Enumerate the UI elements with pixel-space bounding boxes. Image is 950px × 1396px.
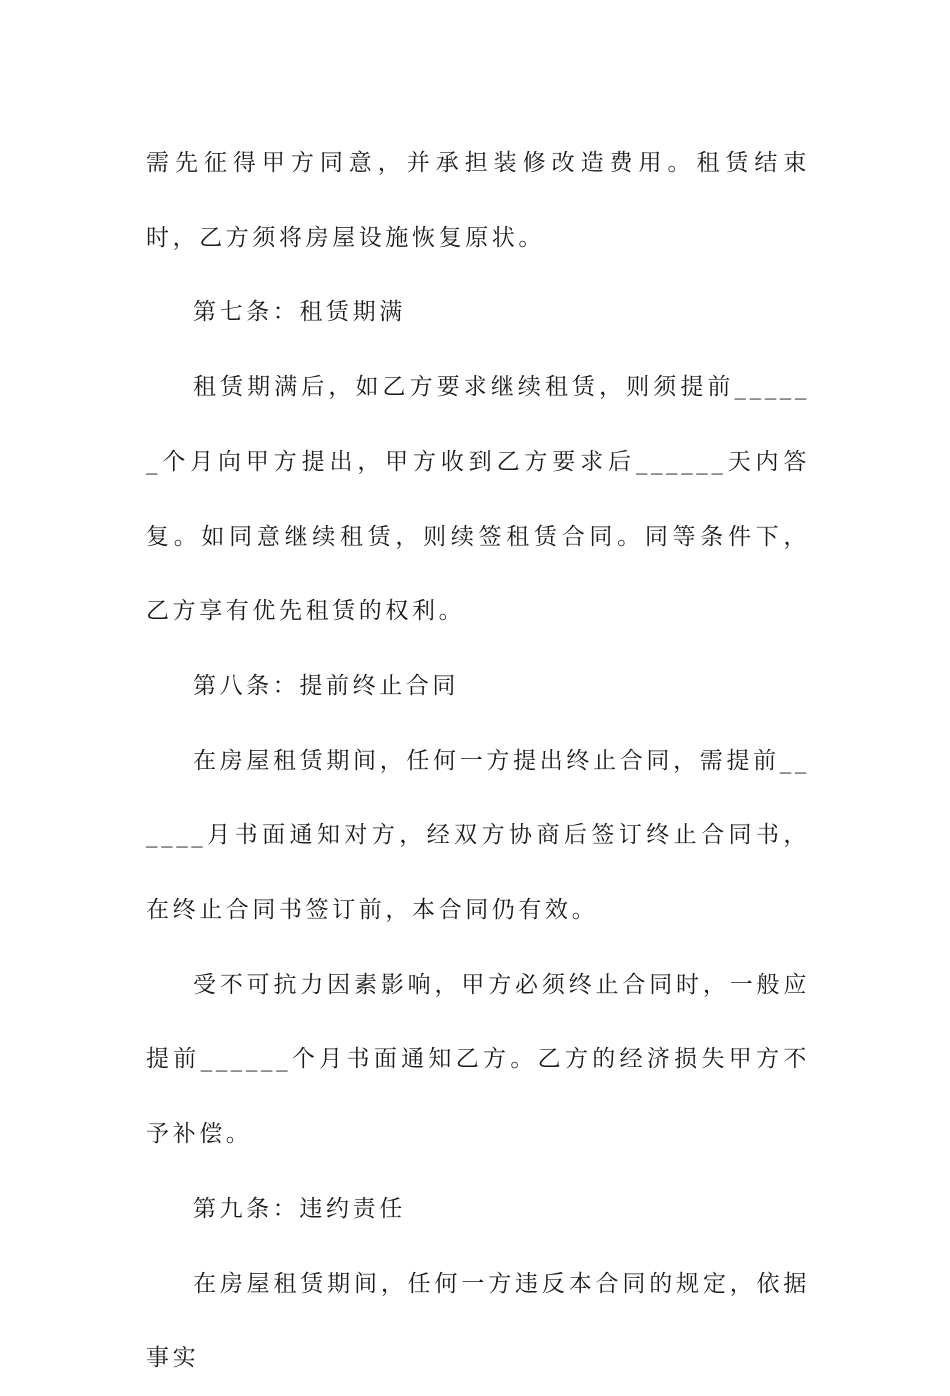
article-9-heading: 第九条：违约责任 bbox=[193, 1195, 406, 1222]
article-8-heading: 第八条：提前终止合同 bbox=[193, 672, 459, 699]
document-body bbox=[146, 126, 810, 1396]
article-7-heading: 第七条：租赁期满 bbox=[193, 299, 406, 326]
paragraph-early-termination: 在房屋租赁期间，任何一方提出终止合同，需提前______月书面通知对方，经双方协商后签订终止合同书，在终止合同书签订前，本合同仍有效。 bbox=[146, 747, 810, 924]
paragraph-lease-expiry: 租赁期满后，如乙方要求继续租赁，则须提前______个月向甲方提出，甲方收到乙方要求后______天内答复。如同意继续租赁，则续签租赁合同。同等条件下，乙方享有优先租赁的权利。 bbox=[146, 374, 810, 625]
paragraph-breach-liability: 在房屋租赁期间，任何一方违反本合同的规定，依据事实 bbox=[146, 1270, 810, 1372]
paragraph-force-majeure: 受不可抗力因素影响，甲方必须终止合同时，一般应提前______个月书面通知乙方。乙方的经济损失甲方不予补偿。 bbox=[146, 971, 810, 1148]
paragraph-renovation-continued: 需先征得甲方同意，并承担装修改造费用。租赁结束时，乙方须将房屋设施恢复原状。 bbox=[146, 150, 810, 251]
